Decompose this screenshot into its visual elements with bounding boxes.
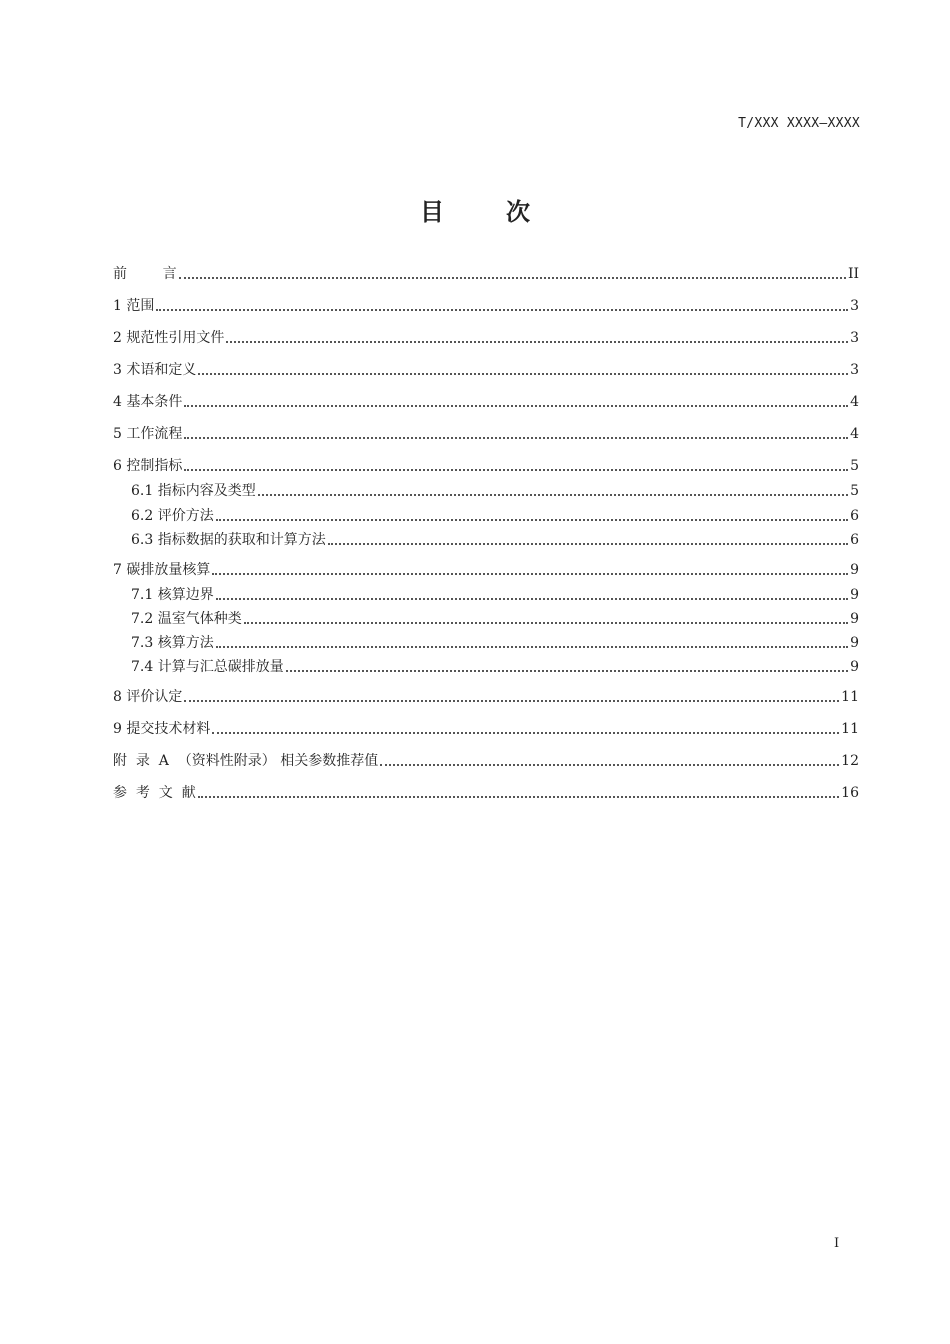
toc-leader-dots (184, 700, 839, 702)
toc-leader-dots (328, 543, 848, 545)
toc-leader-dots (212, 573, 848, 575)
toc-entry-label: 4 基本条件 (113, 394, 183, 410)
toc-entry-page: 4 (850, 394, 859, 410)
toc-entry-label: 9 提交技术材料 (113, 721, 211, 737)
toc-entry-label: 2 规范性引用文件 (113, 330, 225, 346)
toc-leader-dots (216, 519, 848, 521)
toc-entry-page: 5 (850, 483, 859, 499)
toc-entry-label: 7.3 核算方法 (131, 635, 214, 651)
toc-entry-7-3[interactable] (131, 633, 859, 653)
toc-title-char-1: 目 (420, 198, 444, 226)
toc-title-char-2: 次 (506, 198, 530, 226)
page-number: I (834, 1236, 840, 1251)
toc-entry-page: 9 (850, 659, 859, 675)
toc-entry-appendix-a[interactable] (113, 751, 859, 771)
toc-leader-dots (179, 277, 846, 279)
toc-entry-6[interactable] (113, 456, 859, 476)
toc-entry-page: 6 (850, 532, 859, 548)
toc-entry-6-3[interactable] (131, 530, 859, 550)
toc-leader-dots (184, 405, 848, 407)
toc-leader-dots (156, 309, 848, 311)
toc-entry-4[interactable] (113, 392, 859, 412)
toc-entry-label: 7.4 计算与汇总碳排放量 (131, 659, 284, 675)
toc-entry-5[interactable] (113, 424, 859, 444)
toc-entry-1[interactable] (113, 296, 859, 316)
toc-entry-6-2[interactable] (131, 506, 859, 526)
toc-leader-dots (286, 670, 848, 672)
toc-entry-label: 前 言 (113, 266, 177, 282)
toc-entry-label: 3 术语和定义 (113, 362, 197, 378)
toc-entry-page: 3 (850, 330, 859, 346)
document-code: T/XXX XXXX—XXXX (738, 116, 860, 131)
toc-entry-7-4[interactable] (131, 657, 859, 677)
toc-entry-label: 5 工作流程 (113, 426, 183, 442)
toc-entry-7[interactable] (113, 560, 859, 580)
toc-title (0, 192, 950, 227)
toc-entry-label: 7 碳排放量核算 (113, 562, 211, 578)
toc-entry-page: 16 (841, 785, 859, 801)
toc-entry-9[interactable] (113, 719, 859, 739)
toc-entry-references[interactable] (113, 783, 859, 803)
toc-entry-page: II (847, 266, 859, 282)
toc-leader-dots (258, 494, 848, 496)
toc-entry-6-1[interactable] (131, 481, 859, 501)
toc-leader-dots (226, 341, 848, 343)
toc-entry-page: 3 (850, 298, 859, 314)
toc-entry-label: 6.2 评价方法 (131, 508, 214, 524)
toc-entry-7-1[interactable] (131, 585, 859, 605)
toc-entry-label: 6.1 指标内容及类型 (131, 483, 256, 499)
toc-leader-dots (212, 732, 839, 734)
toc-entry-page: 11 (841, 689, 859, 705)
toc-entry-page: 3 (850, 362, 859, 378)
toc-entry-label: 7.1 核算边界 (131, 587, 214, 603)
toc-leader-dots (184, 469, 848, 471)
toc-entry-page: 9 (850, 562, 859, 578)
toc-entry-label: 8 评价认定 (113, 689, 183, 705)
toc-leader-dots (184, 437, 848, 439)
toc-entry-page: 5 (850, 458, 859, 474)
toc-entry-label: 6 控制指标 (113, 458, 183, 474)
toc-leader-dots (380, 764, 839, 766)
toc-entry-2[interactable] (113, 328, 859, 348)
toc-leader-dots (198, 796, 839, 798)
toc-entry-foreword[interactable] (113, 264, 859, 284)
toc-entry-3[interactable] (113, 360, 859, 380)
toc-entry-page: 11 (841, 721, 859, 737)
toc-leader-dots (244, 622, 848, 624)
toc-entry-page: 6 (850, 508, 859, 524)
toc-entry-page: 9 (850, 635, 859, 651)
toc-entry-8[interactable] (113, 687, 859, 707)
toc-leader-dots (216, 646, 848, 648)
toc-entry-label: 附 录 A （资料性附录） 相关参数推荐值 (113, 753, 379, 769)
toc-entry-label: 1 范围 (113, 298, 155, 314)
toc-entry-7-2[interactable] (131, 609, 859, 629)
toc-entry-page: 9 (850, 611, 859, 627)
toc-entry-page: 4 (850, 426, 859, 442)
toc-entry-label: 参 考 文 献 (113, 785, 196, 801)
toc-leader-dots (216, 598, 848, 600)
toc-entry-label: 6.3 指标数据的获取和计算方法 (131, 532, 326, 548)
toc-entry-label: 7.2 温室气体种类 (131, 611, 242, 627)
toc-entry-page: 12 (841, 753, 859, 769)
toc-leader-dots (198, 373, 848, 375)
toc-entry-page: 9 (850, 587, 859, 603)
